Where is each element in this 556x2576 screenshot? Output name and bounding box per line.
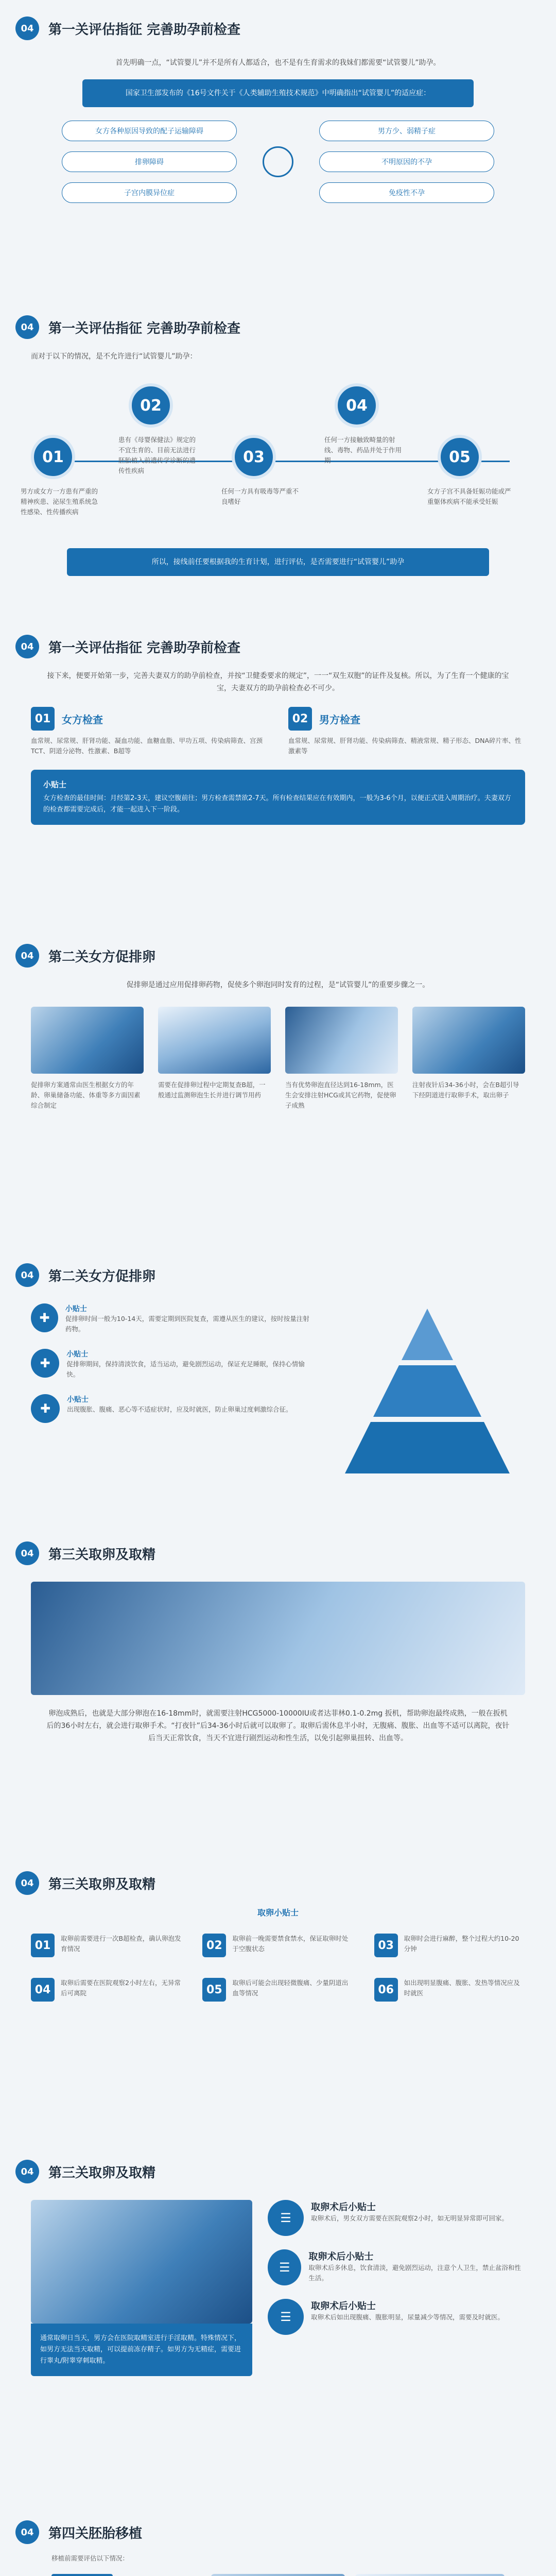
tip-text: 促排卵时间一般为10-14天，需要定期到医院复查，需遵从医生的建议，按时按量注射药物。: [65, 1315, 309, 1333]
section-title: 第三关取卵及取精: [48, 1876, 156, 1892]
intro-text: 促排卵是通过应用促排卵药物，促使多个卵泡同时发育的过程，是“试管婴儿”的重要步骤之一。: [126, 981, 430, 989]
section-badge: 04: [15, 1263, 39, 1287]
step-circle: 04: [335, 383, 379, 428]
section-badge: 04: [15, 2160, 39, 2183]
retrieval-text: 卵泡成熟后，也就是大部分卵泡在16-18mm时，就需要注射HCG5000-10000IU或者达菲林0.1-0.2mg 扳机，帮助卵泡最终成熟，一般在扳机后的36小时左右，就会进行取卵手术。“打夜针”后34-36小时后就可以取卵了。取卵后需休息半小时，无腹痛、腹胀、出血等不适可以离院，夜针后当天正常饮食，当天不宜进行剧烈运动和性生活，以免引起卵巢扭转、出血等。: [46, 1709, 510, 1742]
lab-image: [355, 2574, 505, 2576]
retrieval-tip: [202, 1978, 353, 2002]
card-title: 取卵术后小贴士: [311, 2202, 376, 2213]
section-title: 第四关胚胎移植: [48, 2526, 143, 2541]
section-header: [0, 2514, 556, 2550]
exam-label: 女方检查: [62, 713, 103, 726]
step-text: 任何一方接触致畸量的射线、毒物、药品并处于作用期: [324, 436, 402, 464]
male-exam: [288, 707, 525, 756]
tip-icon: ✚: [31, 1349, 59, 1378]
tip-icon: ✚: [31, 1303, 58, 1332]
section-title: 第三关取卵及取精: [48, 2165, 156, 2181]
tip-item: [31, 1394, 314, 1423]
section-badge: 04: [15, 1871, 39, 1895]
stim-image: [412, 1007, 525, 1074]
step-text: 患有《母婴保健法》规定的不宜生育的、目前无法进行胚胎植入前遗传学诊断的遗传性疾病: [118, 436, 196, 474]
tip-text: 取卵前一晚需要禁食禁水，保证取卵时处于空腹状态: [232, 1935, 349, 1953]
tips-list: [31, 1303, 314, 1479]
indication-list: [0, 121, 556, 203]
section-title: 第二关女方促排卵: [48, 1268, 156, 1284]
section-header: [0, 0, 556, 46]
tip-number: 04: [31, 1978, 55, 2002]
exam-label: 男方检查: [319, 713, 360, 726]
section-header: [0, 2154, 556, 2190]
stim-card: [31, 1007, 144, 1111]
connector: [257, 121, 299, 203]
section-title: 第一关评估指征 完善助孕前检查: [48, 640, 241, 656]
clipboard-icon: ☰: [268, 2200, 304, 2236]
retrieval-tip: [374, 1978, 525, 2002]
section-header: [0, 938, 556, 974]
stim-text: 需要在促排卵过程中定期复查B超，一般通过监测卵泡生长并进行调节用药: [158, 1081, 266, 1099]
indication-item: 子宫内膜异位症: [62, 182, 237, 203]
section-stim-tips: [0, 1257, 556, 1515]
section-header: [0, 309, 556, 345]
tip-text: 取卵前需要进行一次B超检查，确认卵泡发育情况: [61, 1935, 181, 1953]
section-contraindications: [0, 309, 556, 598]
indication-item: 不明原因的不孕: [319, 151, 494, 172]
pyramid: [329, 1303, 525, 1479]
section-title: 第一关评估指征 完善助孕前检查: [48, 22, 241, 38]
stim-text: 注射夜针后34-36小时，会在B超引导下经阴道进行取卵手术，取出卵子: [412, 1081, 519, 1099]
sperm-text: 通常取卵日当天，男方会在医院取精室进行手淫取精。特殊情况下，如男方无法当天取精，可以提前冻存精子。如男方为无精症，需要进行睾丸/附睾穿刺取精。: [31, 2324, 252, 2376]
indication-item: 免疫性不孕: [319, 182, 494, 203]
section-badge: 04: [15, 944, 39, 968]
tip-item: [31, 1349, 314, 1380]
tips-layout: [0, 1293, 556, 1479]
section-transfer-1: [0, 2514, 556, 2576]
contra-bar: 所以，接线前任要根据我的生育计划，进行评估，是否需要进行“试管婴儿”助孕: [67, 548, 489, 576]
clipboard-icon: ☰: [268, 2249, 301, 2285]
retrieval-tip: [202, 1934, 353, 1957]
section-title: 第一关评估指征 完善助孕前检查: [48, 320, 241, 336]
stim-text: 当有优势卵泡直径达到16-18mm，医生会安排注射HCG或其它药物，促使卵子成熟: [285, 1081, 396, 1109]
lab-image: [31, 2200, 252, 2324]
section-badge: 04: [15, 1541, 39, 1565]
section-title: 第三关取卵及取精: [48, 1547, 156, 1563]
intro-text: 首先明确一点，“试管婴儿”并不是所有人都适合，也不是有生育需求的我妹们都需要“试管婴儿”助孕。: [115, 59, 441, 67]
section-header: [0, 1535, 556, 1571]
retrieval-tip: [374, 1934, 525, 1957]
section-stimulation: [0, 938, 556, 1226]
section-retrieval: [0, 1535, 556, 1834]
tip-text: 取卵时会进行麻醉，整个过程大约10-20分钟: [404, 1935, 519, 1953]
lab-image: [31, 1582, 525, 1695]
tip-text: 取卵后需要在医院观察2小时左右，无异常后可离院: [61, 1979, 181, 1997]
tip-title: 小贴士: [66, 1350, 89, 1359]
step-text: 女方子宫不具备妊娠功能或严重躯体疾病不能承受妊娠: [427, 487, 511, 505]
section-retrieval-tips: [0, 1865, 556, 2123]
retrieval-tip-grid: [0, 1918, 556, 2002]
section-indications: [0, 0, 556, 289]
indication-item: 女方各种原因导致的配子运输障碍: [62, 121, 237, 141]
stim-image: [285, 1007, 398, 1074]
exam-number: 01: [31, 707, 55, 731]
stim-image: [31, 1007, 144, 1074]
step-circle: 03: [232, 435, 276, 479]
tip-title: 小贴士: [67, 1396, 89, 1404]
post-op-card: [268, 2249, 525, 2285]
indication-item: 男方少、弱精子症: [319, 121, 494, 141]
sperm-cards: [268, 2200, 525, 2376]
exam-desc: 血常规、尿常规、肝肾功能、传染病筛查、精液常规、精子形态、DNA碎片率、性激素等: [288, 737, 522, 755]
exam-cards: [0, 707, 556, 756]
step-circle: 02: [129, 383, 173, 428]
indication-item: 排卵障碍: [62, 151, 237, 172]
indication-bar: 国家卫生部发布的《16号文件关于《人类辅助生殖技术规范》中明确指出“试管婴儿”的适应症：: [82, 79, 474, 107]
section-sperm: [0, 2154, 556, 2483]
tip-number: 01: [31, 1934, 55, 1957]
tip-text: 女方检查的最佳时间：月经第2-3天，建议空腹前往；男方检查需禁欲2-7天。所有检查结果应在有效期内，一般为3-6个月，以便正式进入周期治疗。夫妻双方的检查都需要完成后，才能一起进入下一阶段。: [43, 794, 511, 814]
step-text: 任何一方具有吸毒等严重不良嗜好: [221, 487, 299, 505]
step-circle: 05: [438, 435, 482, 479]
sperm-left: [31, 2200, 252, 2376]
tip-item: [31, 1303, 314, 1334]
stim-card: [285, 1007, 398, 1111]
clipboard-icon: ☰: [268, 2299, 304, 2335]
stim-card: [158, 1007, 271, 1111]
post-op-card: [268, 2200, 525, 2236]
tip-text: 促排卵期间，保持清淡饮食，适当运动，避免剧烈运动，保证充足睡眠，保持心情愉快。: [66, 1360, 305, 1378]
sperm-layout: [0, 2190, 556, 2376]
female-exam: [31, 707, 268, 756]
tip-number: 02: [202, 1934, 226, 1957]
retrieval-tip: [31, 1978, 182, 2002]
section-badge: 04: [15, 635, 39, 658]
transfer-col: [51, 2574, 201, 2576]
tip-text: 出现腹胀、腹痛、恶心等不适症状时，应及时就医，防止卵巢过度刺激综合征。: [67, 1405, 292, 1413]
stim-text: 促排卵方案通常由医生根据女方的年龄、卵巢储备功能、体重等多方面因素综合制定: [31, 1081, 141, 1109]
intro-text: 接下来，便要开始第一步，完善夫妻双方的助孕前检查，并按“卫健委要求的规定”，一一“双生双胞”的证件及复核。所以，为了生育一个健康的宝宝，夫妻双方的助孕前检查必不可少。: [47, 672, 509, 692]
section-title: 第二关女方促排卵: [48, 949, 156, 965]
section-badge: 04: [15, 315, 39, 339]
indication-left: [62, 121, 237, 203]
tip-icon: ✚: [31, 1394, 60, 1423]
intro-text: 而对于以下的情况，是不允许进行“试管婴儿”助孕：: [31, 352, 197, 361]
exam-desc: 血常规、尿常规、肝肾功能、凝血功能、血糖血脂、甲功五项、传染病筛查、宫颈TCT、阴道分泌物、性激素、B超等: [31, 737, 263, 755]
transfer-tag: [51, 2574, 113, 2576]
transfer-col: [355, 2574, 505, 2576]
tip-text: 如出现明显腹痛、腹胀、发热等情况应及时就医: [404, 1979, 520, 1997]
stim-card: [412, 1007, 525, 1111]
step-text: 男方或女方一方患有严重的精神疾患、泌尿生殖系统急性感染、性传播疾病: [21, 487, 98, 516]
card-text: 取卵术后多休息，饮食清淡，避免剧烈运动，注意个人卫生，禁止盆浴和性生活。: [308, 2264, 521, 2282]
contra-steps: [0, 373, 556, 543]
transfer-layout: [0, 2564, 556, 2576]
lab-image: [211, 2574, 345, 2576]
retrieval-tip: [31, 1934, 182, 1957]
step-circle: 01: [31, 435, 75, 479]
tip-number: 05: [202, 1978, 226, 2002]
section-header: [0, 629, 556, 665]
card-title: 取卵术后小贴士: [311, 2301, 376, 2312]
tip-number: 03: [374, 1934, 398, 1957]
pyramid-graphic: [335, 1303, 520, 1479]
indication-right: [319, 121, 494, 203]
post-op-card: [268, 2299, 525, 2335]
card-text: 取卵术后，男女双方需要在医院观察2小时，如无明显异常即可回家。: [311, 2214, 508, 2222]
section-header: [0, 1257, 556, 1293]
section-badge: 04: [15, 2520, 39, 2544]
exam-number: 02: [288, 707, 312, 731]
section-exams: [0, 629, 556, 907]
section-header: [0, 1865, 556, 1901]
intro-text: 移植前需要评估以下情况：: [51, 2554, 129, 2562]
exam-tip: [31, 770, 525, 825]
tip-text: 取卵后可能会出现轻微腹痛、少量阴道出血等情况: [232, 1979, 349, 1997]
tip-title: 小贴士: [65, 1305, 87, 1313]
stim-image: [158, 1007, 271, 1074]
card-text: 取卵术后如出现腹痛、腹胀明显，尿量减少等情况，需要及时就医。: [311, 2313, 505, 2321]
stim-cards: [0, 1007, 556, 1111]
section-badge: 04: [15, 16, 39, 40]
tip-number: 06: [374, 1978, 398, 2002]
tips-subtitle: 取卵小贴士: [257, 1908, 299, 1918]
tip-title: 小贴士: [43, 780, 67, 789]
card-title: 取卵术后小贴士: [308, 2251, 374, 2262]
